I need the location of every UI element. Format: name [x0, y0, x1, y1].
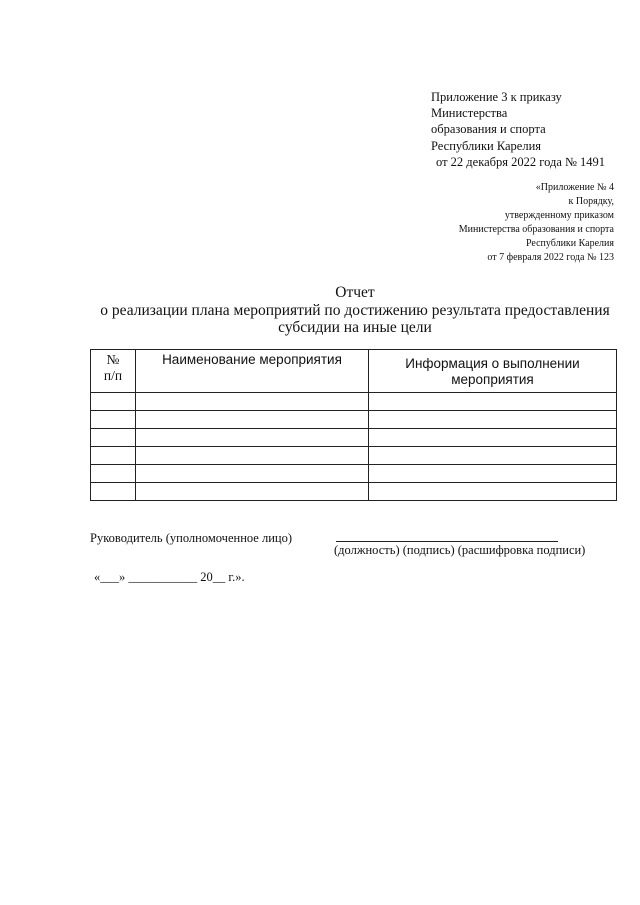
- table-cell[interactable]: [91, 411, 136, 429]
- reference-line: Республики Карелия: [525, 238, 614, 249]
- signature-label: Руководитель (уполномоченное лицо): [90, 531, 293, 545]
- title-line-1: Отчет: [335, 284, 375, 301]
- table-cell[interactable]: [369, 429, 617, 447]
- table-cell[interactable]: [91, 483, 136, 501]
- table-cell[interactable]: [136, 465, 369, 483]
- table-cell[interactable]: [136, 393, 369, 411]
- table-row: [91, 393, 617, 411]
- reference-line: «Приложение № 4: [535, 182, 614, 193]
- appendix-header: [431, 89, 631, 170]
- column-header-number: [91, 350, 136, 393]
- reference-line: от 7 февраля 2022 года № 123: [487, 252, 614, 263]
- reference-header: [459, 181, 614, 265]
- table-cell[interactable]: [369, 465, 617, 483]
- column-header-info-line2: мероприятия: [451, 372, 534, 387]
- table-row: [91, 447, 617, 465]
- appendix-line: Министерства: [431, 106, 508, 121]
- table-cell[interactable]: [136, 411, 369, 429]
- table-cell[interactable]: [136, 447, 369, 465]
- column-header-event-name: Наименование мероприятия: [136, 350, 369, 393]
- column-header-number-line2: п/п: [103, 368, 123, 383]
- table-row: [91, 483, 617, 501]
- signature-caption: (должность) (подпись) (расшифровка подписи): [334, 543, 586, 557]
- signature-block: [90, 530, 620, 557]
- table-cell[interactable]: [136, 429, 369, 447]
- table-cell[interactable]: [369, 447, 617, 465]
- appendix-line: Приложение 3 к приказу: [431, 90, 562, 104]
- table-cell[interactable]: [91, 447, 136, 465]
- table-cell[interactable]: [369, 411, 617, 429]
- appendix-line: образования и спорта: [431, 122, 546, 137]
- table-cell[interactable]: [91, 465, 136, 483]
- title-line-3: субсидии на иные цели: [278, 319, 432, 336]
- column-header-info-line1: Информация о выполнении: [405, 356, 580, 371]
- reference-line: утвержденному приказом: [504, 210, 614, 221]
- appendix-line: Республики Карелия: [431, 138, 542, 153]
- column-header-number-line1: №: [106, 352, 120, 367]
- column-header-execution-info: [369, 350, 617, 393]
- report-title: [90, 284, 620, 337]
- table-row: [91, 465, 617, 483]
- date-line: «___» ___________ 20__ г.».: [94, 570, 245, 584]
- table-cell[interactable]: [91, 393, 136, 411]
- table-cell[interactable]: [369, 393, 617, 411]
- reference-line: Министерства образования и спорта: [458, 224, 614, 235]
- table-header-row: [91, 350, 617, 393]
- table-cell[interactable]: [136, 483, 369, 501]
- reference-line: к Порядку,: [568, 196, 614, 207]
- report-table: [90, 349, 617, 501]
- title-line-2: о реализации плана мероприятий по достижению результата предоставления: [100, 301, 610, 319]
- table-row: [91, 429, 617, 447]
- table-cell[interactable]: [369, 483, 617, 501]
- appendix-line: от 22 декабря 2022 года № 1491: [436, 154, 606, 169]
- table-cell[interactable]: [91, 429, 136, 447]
- table-row: [91, 411, 617, 429]
